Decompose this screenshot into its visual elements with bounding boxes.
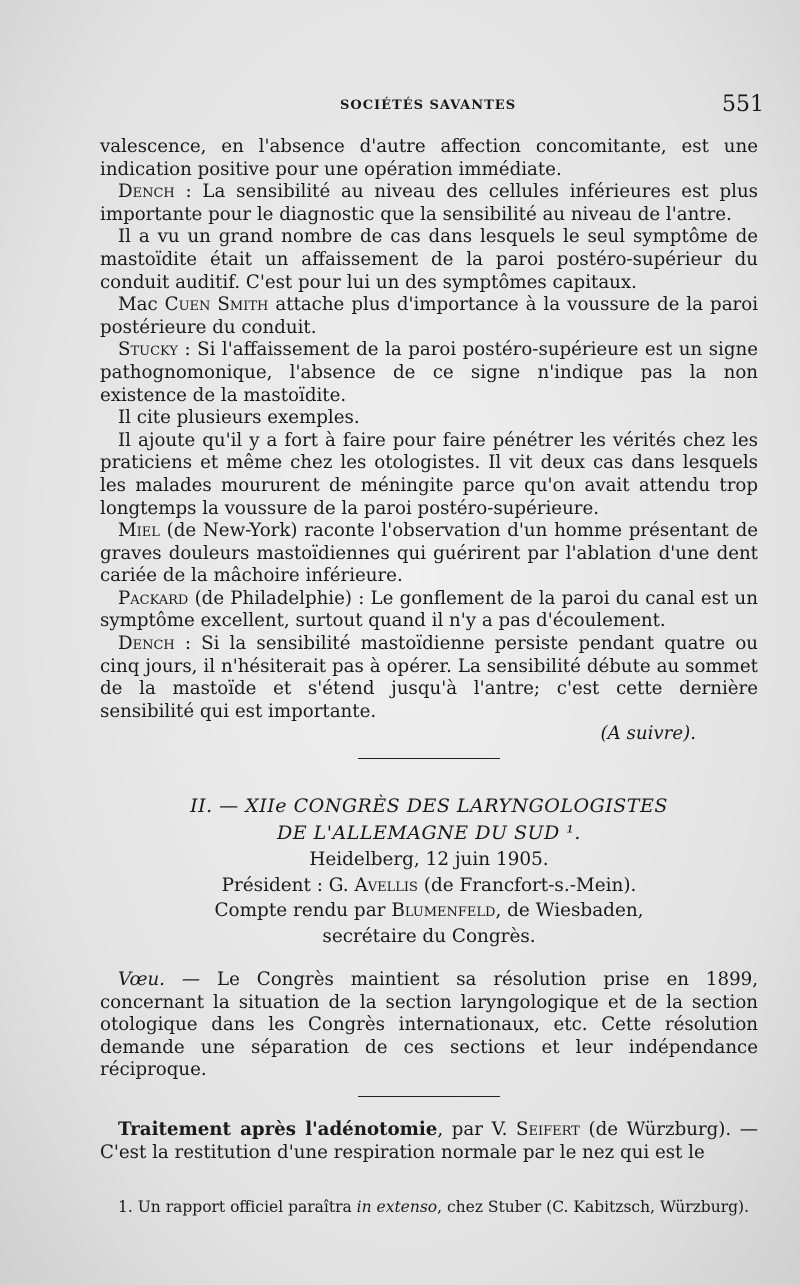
article-author: Seifert xyxy=(516,1119,580,1140)
paragraph-3: Il a vu un grand nombre de cas dans lesquels le seul symptôme de mastoïdite était un affaissement de la paroi postéro-supérieur du conduit auditif. C'est pour lui un des symptômes capitaux. xyxy=(100,226,758,293)
footnote: 1. Un rapport officiel paraîtra in extenso, chez Stuber (C. Kabitzsch, Würzburg). xyxy=(118,1198,750,1217)
speaker-name: Miel xyxy=(118,520,160,542)
paragraph-1: valescence, en l'absence d'autre affection concomitante, est une indication positive pour une opération immédiate. xyxy=(100,136,758,180)
speaker-name: Cuen Smith xyxy=(164,294,269,316)
section-title-line-2: DE L'ALLEMAGNE DU SUD ¹. xyxy=(277,822,581,845)
speaker-name: Packard xyxy=(118,587,189,609)
paragraph-10: Dench : Si la sensibilité mastoïdienne persiste pendant quatre ou cinq jours, il n'hésiterait pas à opérer. La sensibilité débute au sommet de la mastoïde et s'étend jusqu'à l'antre; c'est cette dernière sensibilité qui est importante. xyxy=(100,633,758,722)
a-suivre: (A suivre). xyxy=(600,723,696,745)
speaker-name: Dench xyxy=(118,181,175,203)
speaker-name: Dench xyxy=(118,633,175,655)
place-date: Heidelberg, 12 juin 1905. xyxy=(309,849,549,871)
page-body xyxy=(100,136,758,1218)
section-title-line-1: II. — XIIe CONGRÈS DES LARYNGOLOGISTES xyxy=(190,795,668,818)
article-paragraph: Traitement après l'adénotomie, par V. Seifert (de Würzburg). — C'est la restitution d'une respiration normale par le nez qui est le xyxy=(100,1119,758,1163)
paragraph-6: Il cite plusieurs exemples. xyxy=(118,407,360,429)
page-header xyxy=(0,92,800,122)
speaker-name: Stucky xyxy=(118,339,178,361)
president-line: Président : G. Avellis (de Francfort-s.-Mein). xyxy=(221,874,637,896)
paragraph-8: Miel (de New-York) raconte l'observation d'un homme présentant de graves douleurs mastoïdiennes qui guérirent par l'ablation d'une dent cariée de la mâchoire inférieure. xyxy=(100,520,758,587)
paragraph-4: Mac Cuen Smith attache plus d'importance à la voussure de la paroi postérieure du conduit. xyxy=(100,294,759,338)
paragraph-5: Stucky : Si l'affaissement de la paroi postéro-supérieure est un signe pathognomonique, l'absence de ce signe n'indique pas la non existence de la mastoïdite. xyxy=(100,339,758,406)
article-title: Traitement après l'adénotomie xyxy=(118,1119,438,1140)
running-head: SOCIÉTÉS SAVANTES xyxy=(340,98,517,113)
paragraph-7: Il ajoute qu'il y a fort à faire pour faire pénétrer les vérités chez les praticiens et même chez les otologistes. Il vit deux cas dans lesquels les malades moururent de méningite parce qu'on avait attendu trop longtemps la voussure de la paroi postéro-supérieure. xyxy=(100,429,758,519)
voeu-paragraph: Vœu. — Le Congrès maintient sa résolution prise en 1899, concernant la situation de la section laryngologique et de la section otologique dans les Congrès internationaux, etc. Cette résolution demande une séparation de ces sections et leur indépendance réciproque. xyxy=(100,969,758,1081)
paragraph-9: Packard (de Philadelphie) : Le gonflement de la paroi du canal est un symptôme excellent, surtout quand il n'y a pas d'écoulement. xyxy=(100,587,758,632)
paragraph-2: Dench : La sensibilité au niveau des cellules inférieures est plus importante pour le diagnostic que la sensibilité au niveau de l'antre. xyxy=(100,181,758,225)
report-line: Compte rendu par Blumenfeld, de Wiesbaden, xyxy=(214,900,644,922)
secretary-line: secrétaire du Congrès. xyxy=(322,925,536,947)
page-number: 551 xyxy=(722,92,764,117)
